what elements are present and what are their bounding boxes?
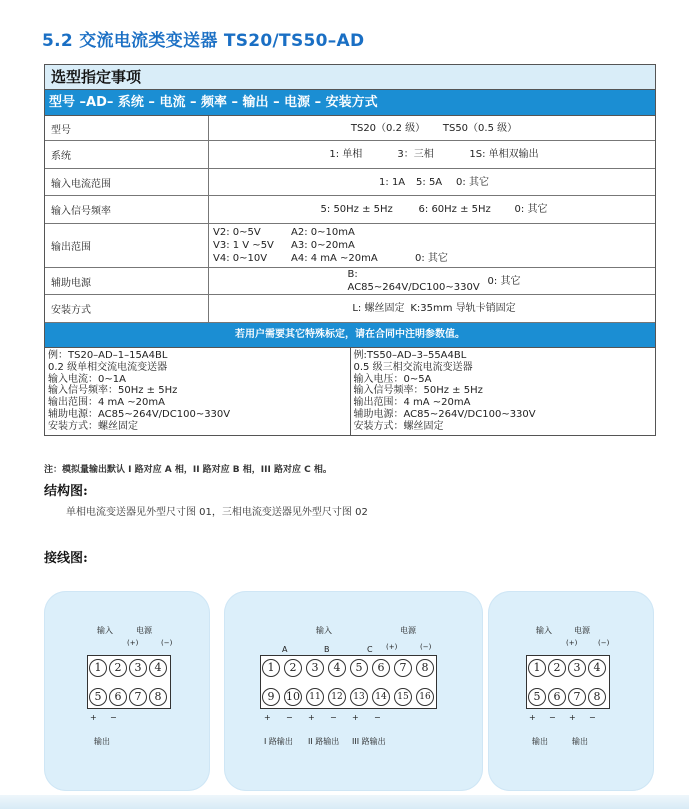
wiring-panel-three-phase <box>224 591 483 791</box>
terminal: 8 <box>416 659 434 677</box>
example-ts20 <box>45 348 350 435</box>
row-value: 5: 50Hz ± 5Hz <box>320 204 393 215</box>
table-row <box>45 196 655 224</box>
row-value: 1: 单相 <box>329 149 363 160</box>
page-bottom-band <box>0 795 689 809</box>
row-value: 1S: 单相双输出 <box>469 149 539 160</box>
example-line: 安装方式：螺丝固定 <box>353 420 444 432</box>
terminal: 1 <box>89 659 107 677</box>
terminal: 11 <box>306 688 324 706</box>
example-line: 输入信号频率：50Hz ± 5Hz <box>353 385 483 397</box>
row-value: 3：三相 <box>397 149 434 160</box>
output-plus-label: + <box>529 713 536 722</box>
terminal: 1 <box>262 659 280 677</box>
terminal: 14 <box>372 688 390 706</box>
terminal: 7 <box>394 659 412 677</box>
output-plus-label: + <box>90 713 97 722</box>
terminal: 8 <box>588 688 606 706</box>
terminal: 5 <box>89 688 107 706</box>
row-value: 6: 60Hz ± 5Hz <box>418 204 491 215</box>
row-value: 5: 5A <box>416 176 443 188</box>
output-label: 输出 <box>94 737 110 746</box>
terminal: 5 <box>350 659 368 677</box>
plus-label: (+) <box>127 639 139 647</box>
terminal: 7 <box>568 688 586 706</box>
row-value: A2: 0~10mA <box>291 227 355 238</box>
wiring-panel-dual-output <box>488 591 654 791</box>
wiring-panel-single-phase <box>44 591 210 791</box>
output-plus-label: + <box>569 713 576 722</box>
output-plus-label: + <box>352 713 359 722</box>
terminal: 2 <box>284 659 302 677</box>
example-line: 辅助电源：AC85~264V/DC100~330V <box>48 408 231 420</box>
terminal: 3 <box>129 659 147 677</box>
terminal: 4 <box>149 659 167 677</box>
terminal: 3 <box>306 659 324 677</box>
terminal: 8 <box>149 688 167 706</box>
minus-label: (−) <box>598 639 610 647</box>
row-value: L: 螺丝固定 <box>352 303 405 314</box>
example-ts50 <box>350 348 656 435</box>
terminal: 2 <box>548 659 566 677</box>
row-value: 0: 其它 <box>415 253 448 264</box>
structure-description: 单相电流变送器见外型尺寸图 01，三相电流变送器见外型尺寸图 02 <box>66 507 368 518</box>
power-label: 电源 <box>574 626 590 635</box>
output-plus-label: + <box>264 713 271 722</box>
table-row <box>45 116 655 141</box>
row-value: 0: 其它 <box>487 275 521 287</box>
special-calibration-notice: 若用户需要其它特殊标定，请在合同中注明参数值。 <box>45 323 655 348</box>
terminal: 9 <box>262 688 280 706</box>
model-format: 型号 –AD– 系统 – 电流 – 频率 – 输出 – 电源 – 安装方式 <box>45 90 655 116</box>
terminal: 4 <box>588 659 606 677</box>
output-minus-label: − <box>374 713 381 722</box>
example-line: 0.2 级单相交流电流变送器 <box>48 361 168 373</box>
terminal: 2 <box>109 659 127 677</box>
terminal: 13 <box>350 688 368 706</box>
terminal: 15 <box>394 688 412 706</box>
selection-table <box>44 64 656 436</box>
phase-c-label: C <box>367 645 373 654</box>
table-row <box>45 141 655 169</box>
row-key: 辅助电源 <box>45 268 209 294</box>
example-line: 输入电压：0~5A <box>353 373 432 385</box>
terminal: 1 <box>528 659 546 677</box>
row-value: V3: 1 V ~5V <box>213 240 274 251</box>
output-minus-label: − <box>286 713 293 722</box>
plus-label: (+) <box>566 639 578 647</box>
row-value: K:35mm 导轨卡销固定 <box>410 303 516 314</box>
terminal: 10 <box>284 688 302 706</box>
row-key: 型号 <box>45 116 209 140</box>
row-value: 1: 1A <box>379 176 406 188</box>
minus-label: (−) <box>420 643 432 651</box>
row-value: 0: 其它 <box>514 204 548 215</box>
row-value: B: AC85~264V/DC100~330V <box>347 269 480 293</box>
terminal: 16 <box>416 688 434 706</box>
table-row <box>45 224 655 268</box>
phase-a-label: A <box>282 645 288 654</box>
row-value: V2: 0~5V <box>213 227 261 238</box>
table-row <box>45 268 655 295</box>
minus-label: (−) <box>161 639 173 647</box>
output-minus-label: − <box>110 713 117 722</box>
example-line: 0.5 级三相交流电流变送器 <box>353 361 473 373</box>
table-row <box>45 169 655 196</box>
wiring-heading: 接线图: <box>44 551 88 566</box>
example-line: 辅助电源：AC85~264V/DC100~330V <box>353 408 536 420</box>
terminal: 6 <box>548 688 566 706</box>
row-value: 0: 其它 <box>456 176 489 188</box>
table-row <box>45 295 655 323</box>
example-line: 安装方式：螺丝固定 <box>48 420 138 432</box>
input-label: 输入 <box>316 626 332 635</box>
row-value: TS20（0.2 级） <box>350 122 426 134</box>
row-value: A3: 0~20mA <box>291 240 355 251</box>
row-value: V4: 0~10V <box>213 253 268 264</box>
terminal: 7 <box>129 688 147 706</box>
input-label: 输入 <box>97 626 113 635</box>
terminal: 6 <box>109 688 127 706</box>
row-key: 输出范围 <box>45 224 209 267</box>
terminal: 3 <box>568 659 586 677</box>
terminal: 6 <box>372 659 390 677</box>
output-phase-note: 注：模拟量输出默认 I 路对应 A 相，II 路对应 B 相，III 路对应 C 相。 <box>44 465 332 475</box>
table-header: 选型指定事项 <box>45 65 655 90</box>
input-label: 输入 <box>536 626 552 635</box>
output-minus-label: − <box>589 713 596 722</box>
output-plus-label: + <box>308 713 315 722</box>
structure-heading: 结构图: <box>44 484 88 499</box>
terminal: 4 <box>328 659 346 677</box>
power-label: 电源 <box>400 626 416 635</box>
row-value: TS50（0.5 级） <box>442 122 518 134</box>
terminal: 5 <box>528 688 546 706</box>
row-key: 输入信号频率 <box>45 196 209 223</box>
row-value: A4: 4 mA ~20mA <box>291 253 378 264</box>
power-label: 电源 <box>136 626 152 635</box>
phase-b-label: B <box>324 645 330 654</box>
plus-label: (+) <box>386 643 398 651</box>
example-line: 例：TS20–AD–1–15A4BL <box>48 350 168 361</box>
output-2-label: 输出 <box>572 737 588 746</box>
output-1-label: 输出 <box>532 737 548 746</box>
terminal: 12 <box>328 688 346 706</box>
output-minus-label: − <box>330 713 337 722</box>
output-2-label: II 路输出 <box>308 737 340 746</box>
output-minus-label: − <box>549 713 556 722</box>
example-line: 例:TS50–AD–3–55A4BL <box>353 350 467 361</box>
row-key: 系统 <box>45 141 209 168</box>
example-line: 输出范围：4 mA ~20mA <box>48 397 165 409</box>
section-title: 5.2 交流电流类变送器 TS20/TS50–AD <box>42 31 365 51</box>
row-key: 输入电流范围 <box>45 169 209 195</box>
output-1-label: I 路输出 <box>264 737 293 746</box>
examples <box>45 348 655 435</box>
example-line: 输出范围：4 mA ~20mA <box>353 397 471 409</box>
example-line: 输入信号频率：50Hz ± 5Hz <box>48 385 178 397</box>
example-line: 输入电流：0~1A <box>48 373 126 385</box>
output-3-label: III 路输出 <box>352 737 386 746</box>
row-key: 安装方式 <box>45 295 209 322</box>
